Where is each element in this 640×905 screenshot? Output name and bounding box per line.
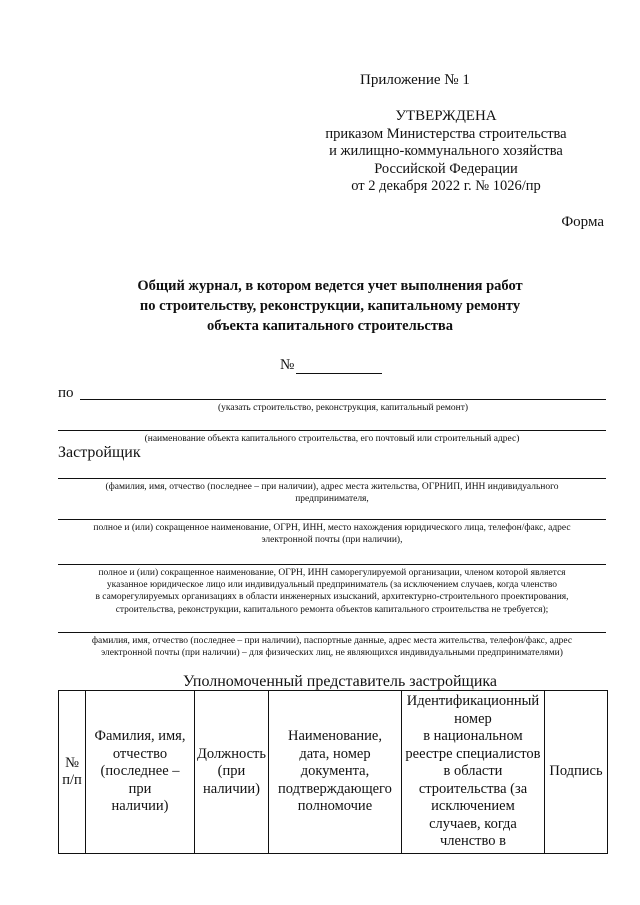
note-line: предпринимателя,: [295, 494, 369, 505]
cell-line: (последнее – при: [100, 763, 180, 797]
fill-line: [58, 519, 606, 520]
field-note: [58, 635, 606, 659]
field-note: [58, 567, 606, 616]
journal-number: [280, 357, 382, 374]
po-label: по: [58, 385, 74, 401]
cell-line: (при: [217, 763, 246, 780]
number-blank-field: [296, 359, 382, 374]
cell-line: Подпись: [549, 763, 603, 780]
title-line: Общий журнал, в котором ведется учет выполнения работ: [137, 278, 523, 294]
table-header-row: [59, 691, 608, 854]
cell-line: отчество: [112, 745, 168, 762]
note-line: в саморегулируемых организациях в области инженерных изысканий, архитектурно-строительного проектирования,: [95, 592, 569, 603]
field-note: [58, 522, 606, 546]
cell-line: строительства (за: [418, 780, 528, 797]
approval-block: [316, 108, 576, 196]
header-cell-number: [59, 691, 86, 854]
field-note: [58, 481, 606, 505]
cell-line: номер: [454, 710, 492, 727]
field-note: (наименование объекта капитального строительства, его почтовый или строительный адрес): [144, 434, 520, 444]
approved-line: и жилищно-коммунального хозяйства: [329, 143, 563, 160]
cell-line: в национальном: [423, 728, 523, 745]
note-line: полное и (или) сокращенное наименование, ОГРН, ИНН саморегулируемой организации, членом которой является: [98, 568, 566, 578]
header-cell-signature: [544, 691, 607, 854]
appendix-label: Приложение № 1: [360, 72, 470, 88]
cell-line: Фамилия, имя,: [94, 728, 186, 745]
fill-line: [58, 430, 606, 431]
cell-line: Должность: [197, 745, 266, 762]
fill-line: [58, 564, 606, 565]
note-line: указанное юридическое лицо или индивидуальный предприниматель (за исключением случаев, когда членство: [106, 580, 558, 591]
approved-title: УТВЕРЖДЕНА: [395, 108, 497, 124]
section-title: Уполномоченный представитель застройщика: [182, 673, 498, 690]
note-line: полное и (или) сокращенное наименование, ОГРН, ИНН, место нахождения юридического лица, телефон/факс, адрес: [93, 523, 571, 533]
title-line: объекта капитального строительства: [206, 318, 454, 334]
developer-label: Застройщик: [58, 444, 141, 461]
title-line: по строительству, реконструкции, капитальному ремонту: [139, 298, 521, 314]
approved-line: от 2 декабря 2022 г. № 1026/пр: [351, 178, 541, 195]
header-cell-document: [268, 691, 401, 854]
cell-line: исключением: [431, 798, 515, 815]
header-cell-registry-id: [401, 691, 544, 854]
field-note: (указать строительство, реконструкция, капитальный ремонт): [217, 403, 469, 413]
header-cell-position: [195, 691, 269, 854]
fill-line: [58, 632, 606, 633]
fill-line: [80, 399, 606, 400]
approved-line: приказом Министерства строительства: [325, 125, 567, 142]
representative-table: [58, 690, 608, 854]
document-title: [100, 276, 560, 336]
note-line: строительства, реконструкции, капитального ремонта объектов капитального строительства не требуется);: [115, 604, 549, 615]
cell-line: наличии): [111, 798, 169, 815]
form-label: Форма: [561, 214, 604, 230]
cell-line: п/п: [62, 772, 82, 788]
number-sign: №: [280, 357, 295, 373]
cell-line: реестре специалистов: [405, 745, 541, 762]
cell-line: №: [65, 754, 79, 771]
note-line: электронной почты (при наличии) – для физических лиц, не являющихся индивидуальными предпринимателями): [101, 648, 563, 659]
fill-line: [58, 478, 606, 479]
cell-line: подтверждающего: [278, 780, 392, 797]
cell-line: документа,: [300, 763, 370, 780]
cell-line: дата, номер: [299, 745, 371, 762]
cell-line: Идентификационный: [406, 693, 540, 710]
note-line: фамилия, имя, отчество (последнее – при наличии), паспортные данные, адрес места жительства, телефон/факс, адрес: [91, 636, 573, 646]
cell-line: членство в: [439, 833, 506, 850]
note-line: электронной почты (при наличии),: [261, 535, 403, 546]
header-cell-full-name: [86, 691, 195, 854]
cell-line: наличии): [203, 780, 260, 797]
approved-line: Российской Федерации: [374, 160, 518, 177]
cell-line: Наименование,: [287, 728, 382, 745]
cell-line: полномочие: [297, 798, 373, 815]
cell-line: в области: [443, 763, 503, 780]
note-line: (фамилия, имя, отчество (последнее – при наличии), адрес места жительства, ОГРНИП, ИНН индивидуального: [105, 482, 559, 492]
cell-line: случаев, когда: [429, 815, 517, 832]
